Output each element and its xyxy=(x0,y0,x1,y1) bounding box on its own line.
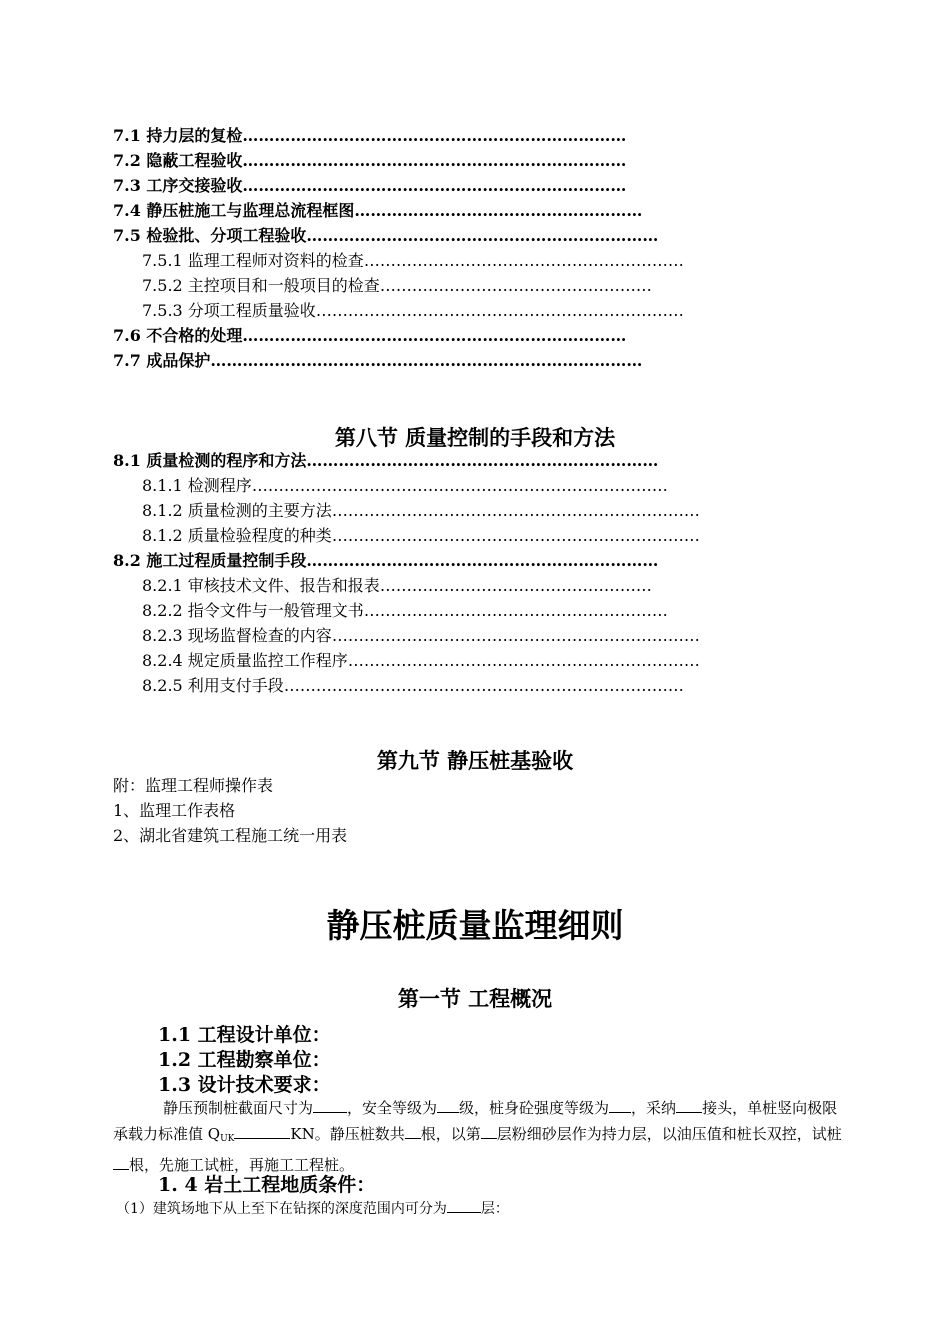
heading-1-2: 1.2 工程勘察单位： xyxy=(158,1049,331,1071)
section-9-title: 第九节 静压桩基验收 xyxy=(376,748,574,773)
toc-entry[interactable]: 7.2 隐蔽工程验收……………………………………………………………… xyxy=(113,151,627,170)
toc-subentry[interactable]: 8.2.5 利用支付手段………………………………………………………………… xyxy=(142,676,684,695)
toc-subentry[interactable]: 7.5.2 主控项目和一般项目的检查…………………………………………… xyxy=(142,276,652,295)
blank-field[interactable] xyxy=(113,1155,129,1170)
toc-subentry[interactable]: 8.1.1 检测程序…………………………………………………………………… xyxy=(142,476,668,495)
blank-field[interactable] xyxy=(447,1198,481,1213)
toc-subentry[interactable]: 8.2.3 现场监督检查的内容…………………………………………………………… xyxy=(142,626,700,645)
blank-field[interactable] xyxy=(313,1098,347,1113)
toc-entry[interactable]: 7.7 成品保护……………………………………………………………………… xyxy=(113,351,643,370)
toc-entry[interactable]: 7.5 检验批、分项工程验收………………………………………………………… xyxy=(113,226,659,245)
appendix-item: 2、湖北省建筑工程施工统一用表 xyxy=(113,826,348,845)
main-title: 静压桩质量监理细则 xyxy=(326,906,624,945)
toc-entry[interactable]: 7.1 持力层的复检……………………………………………………………… xyxy=(113,126,627,145)
appendix-heading: 附：监理工程师操作表 xyxy=(113,776,274,795)
section-1-title: 第一节 工程概况 xyxy=(397,986,553,1011)
blank-field[interactable] xyxy=(234,1124,290,1139)
toc-entry[interactable]: 7.6 不合格的处理……………………………………………………………… xyxy=(113,326,627,345)
geology-item-1: （1）建筑场地下从上至下在钻探的深度范围内可分为 层： xyxy=(116,1198,509,1218)
blank-field[interactable] xyxy=(437,1098,459,1113)
toc-subentry[interactable]: 8.1.2 质量检测的主要方法…………………………………………………………… xyxy=(142,501,700,520)
toc-subentry[interactable]: 8.2.2 指令文件与一般管理文书………………………………………………… xyxy=(142,601,668,620)
toc-subentry[interactable]: 8.2.4 规定质量监控工作程序………………………………………………………… xyxy=(142,651,700,670)
heading-1-1: 1.1 工程设计单位： xyxy=(158,1024,331,1046)
blank-field[interactable] xyxy=(676,1098,702,1113)
toc-entry[interactable]: 8.2 施工过程质量控制手段………………………………………………………… xyxy=(113,551,659,570)
toc-subentry[interactable]: 8.2.1 审核技术文件、报告和报表…………………………………………… xyxy=(142,576,652,595)
appendix-item: 1、监理工作表格 xyxy=(113,801,236,820)
design-requirements-paragraph: 静压预制桩截面尺寸为 ，安全等级为 级，桩身砼强度等级为 ，采纳 接头，单桩竖向极限承载力标准值 $Q_{UK}$ KN。静压桩数共 根，以第 层粉细砂层作为持力层，以油压值和桩长双控，试桩根，先施工试桩，再施工工程桩。 xyxy=(113,1099,842,1174)
blank-field[interactable] xyxy=(405,1124,421,1139)
toc-subentry[interactable]: 8.1.2 质量检验程度的种类…………………………………………………………… xyxy=(142,526,700,545)
section-8-title: 第八节 质量控制的手段和方法 xyxy=(334,425,616,450)
heading-1-3: 1.3 设计技术要求： xyxy=(158,1074,331,1096)
blank-field[interactable] xyxy=(481,1124,497,1139)
toc-entry[interactable]: 7.3 工序交接验收……………………………………………………………… xyxy=(113,176,627,195)
toc-entry[interactable]: 7.4 静压桩施工与监理总流程框图……………………………………………… xyxy=(113,201,643,220)
toc-subentry[interactable]: 7.5.3 分项工程质量验收…………………………………………………………… xyxy=(142,301,684,320)
toc-entry[interactable]: 8.1 质量检测的程序和方法………………………………………………………… xyxy=(113,451,659,470)
blank-field[interactable] xyxy=(609,1098,631,1113)
toc-subentry[interactable]: 7.5.1 监理工程师对资料的检查…………………………………………………… xyxy=(142,251,684,270)
heading-1-4: 1. 4 岩土工程地质条件： xyxy=(158,1174,376,1196)
